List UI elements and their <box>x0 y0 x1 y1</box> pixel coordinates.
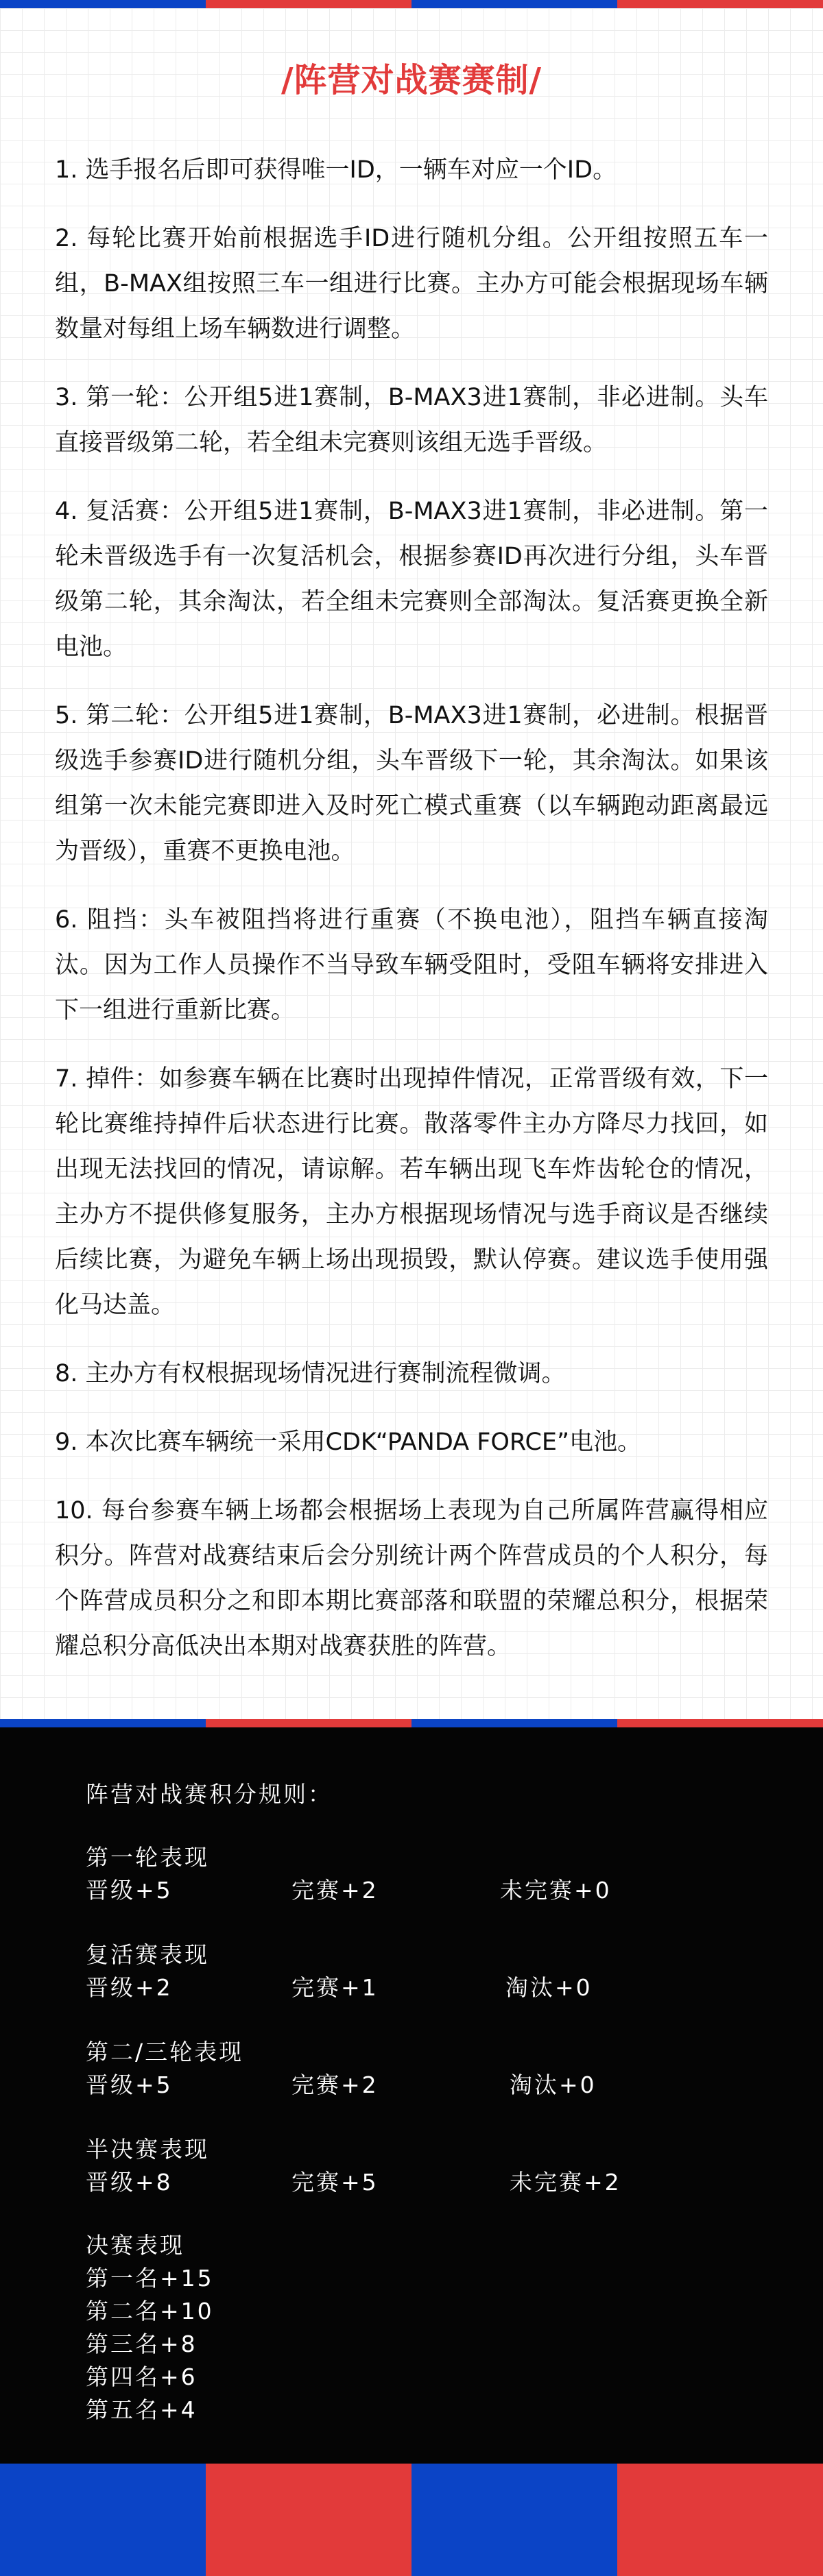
score-item: 晋级+5 <box>86 2071 173 2098</box>
stripe-segment-blue <box>0 1719 206 1727</box>
score-item: 未完赛+2 <box>510 2169 621 2196</box>
stripe-segment-blue <box>412 1719 617 1727</box>
rule-item-7: 7. 掉件：如参赛车辆在比赛时出现掉件情况，正常晋级有效，下一轮比赛维持掉件后状态进行比赛。散落零件主办方降尽力找回，如出现无法找回的情况，请谅解。若车辆出现飞车炸齿轮仓的情况，主办方不提供修复服务，主办方根据现场情况与选手商议是否继续后续比赛，为避免车辆上场出现损毁，默认停赛。建议选手使用强化马达盖。 <box>55 1065 768 1319</box>
final-rank-item: 第二名+10 <box>86 2298 214 2324</box>
rule-item-1: 1. 选手报名后即可获得唯一ID，一辆车对应一个ID。 <box>55 156 617 184</box>
bottom-block-blue <box>0 2464 206 2576</box>
divider-color-stripe <box>0 1719 823 1727</box>
final-rank-item: 第四名+6 <box>86 2364 198 2390</box>
score-item: 完赛+2 <box>291 2071 379 2098</box>
final-rank-item: 第五名+4 <box>86 2396 198 2423</box>
final-rank-item: 第一名+15 <box>86 2265 214 2292</box>
score-item: 晋级+2 <box>86 1974 173 2001</box>
scoring-group-round-two-three <box>86 2036 597 2102</box>
rule-item-5: 5. 第二轮：公开组5进1赛制，B-MAX3进1赛制，必进制。根据晋级选手参赛ID进行随机分组，头车晋级下一轮，其余淘汰。如果该组第一次未能完赛即进入及时死亡模式重赛（以车辆跑动距离最远为晋级），重赛不更换电池。 <box>55 702 768 865</box>
score-item: 淘汰+0 <box>505 1974 593 2001</box>
score-item: 晋级+5 <box>86 1877 173 1904</box>
page-title: /阵营对战赛赛制/ <box>281 61 542 99</box>
score-row <box>86 1971 593 2004</box>
bottom-color-blocks <box>0 2464 823 2576</box>
bottom-block-blue <box>412 2464 617 2576</box>
stripe-segment-red <box>206 0 412 8</box>
stripe-segment-blue <box>0 0 206 8</box>
rule-item-4: 4. 复活赛：公开组5进1赛制，B-MAX3进1赛制，非必进制。第一轮未晋级选手有一次复活机会，根据参赛ID再次进行分组，头车晋级第二轮，其余淘汰，若全组未完赛则全部淘汰。复活赛更换全新电池。 <box>55 498 768 661</box>
score-item: 完赛+1 <box>291 1974 379 2001</box>
rules-list <box>55 147 768 1692</box>
score-row <box>86 1874 612 1907</box>
top-color-stripe <box>0 0 823 8</box>
scoring-group-round-one <box>86 1841 612 1907</box>
rule-item-3: 3. 第一轮：公开组5进1赛制，B-MAX3进1赛制，非必进制。头车直接晋级第二轮，若全组未完赛则该组无选手晋级。 <box>55 384 768 457</box>
group-title: 第二/三轮表现 <box>86 2039 244 2065</box>
rule-item-10: 10. 每台参赛车辆上场都会根据场上表现为自己所属阵营赢得相应积分。阵营对战赛结束后会分别统计两个阵营成员的个人积分，每个阵营成员积分之和即本期比赛部落和联盟的荣耀总积分，根据荣耀总积分高低决出本期对战赛获胜的阵营。 <box>55 1497 768 1660</box>
group-title: 复活赛表现 <box>86 1941 209 1968</box>
rule-item-6: 6. 阻挡：头车被阻挡将进行重赛（不换电池），阻挡车辆直接淘汰。因为工作人员操作不当导致车辆受阻时，受阻车辆将安排进入下一组进行重新比赛。 <box>55 906 768 1024</box>
rule-item-8: 8. 主办方有权根据现场情况进行赛制流程微调。 <box>55 1360 566 1387</box>
scoring-group-revival <box>86 1939 593 2004</box>
scoring-group-semifinal <box>86 2133 621 2199</box>
stripe-segment-red <box>617 1719 823 1727</box>
final-rank-item: 第三名+8 <box>86 2331 198 2357</box>
rule-item-9: 9. 本次比赛车辆统一采用CDK“PANDA FORCE”电池。 <box>55 1429 642 1456</box>
score-item: 晋级+8 <box>86 2169 173 2196</box>
score-row <box>86 2069 597 2102</box>
stripe-segment-red <box>206 1719 412 1727</box>
bottom-block-red <box>617 2464 823 2576</box>
group-title: 半决赛表现 <box>86 2136 209 2163</box>
scoring-group-final <box>86 2229 214 2427</box>
stripe-segment-blue <box>412 0 617 8</box>
group-title: 第一轮表现 <box>86 1844 209 1871</box>
score-item: 完赛+5 <box>291 2169 379 2196</box>
score-item: 完赛+2 <box>291 1877 379 1904</box>
score-item: 淘汰+0 <box>510 2071 597 2098</box>
group-title: 决赛表现 <box>86 2232 184 2259</box>
score-row <box>86 2166 621 2199</box>
scoring-heading: 阵营对战赛积分规则： <box>86 1781 333 1808</box>
bottom-block-red <box>206 2464 412 2576</box>
stripe-segment-red <box>617 0 823 8</box>
score-item: 未完赛+0 <box>500 1877 612 1904</box>
rule-item-2: 2. 每轮比赛开始前根据选手ID进行随机分组。公开组按照五车一组，B-MAX组按照三车一组进行比赛。主办方可能会根据现场车辆数量对每组上场车辆数进行调整。 <box>55 225 768 343</box>
scoring-panel <box>0 1727 823 2464</box>
